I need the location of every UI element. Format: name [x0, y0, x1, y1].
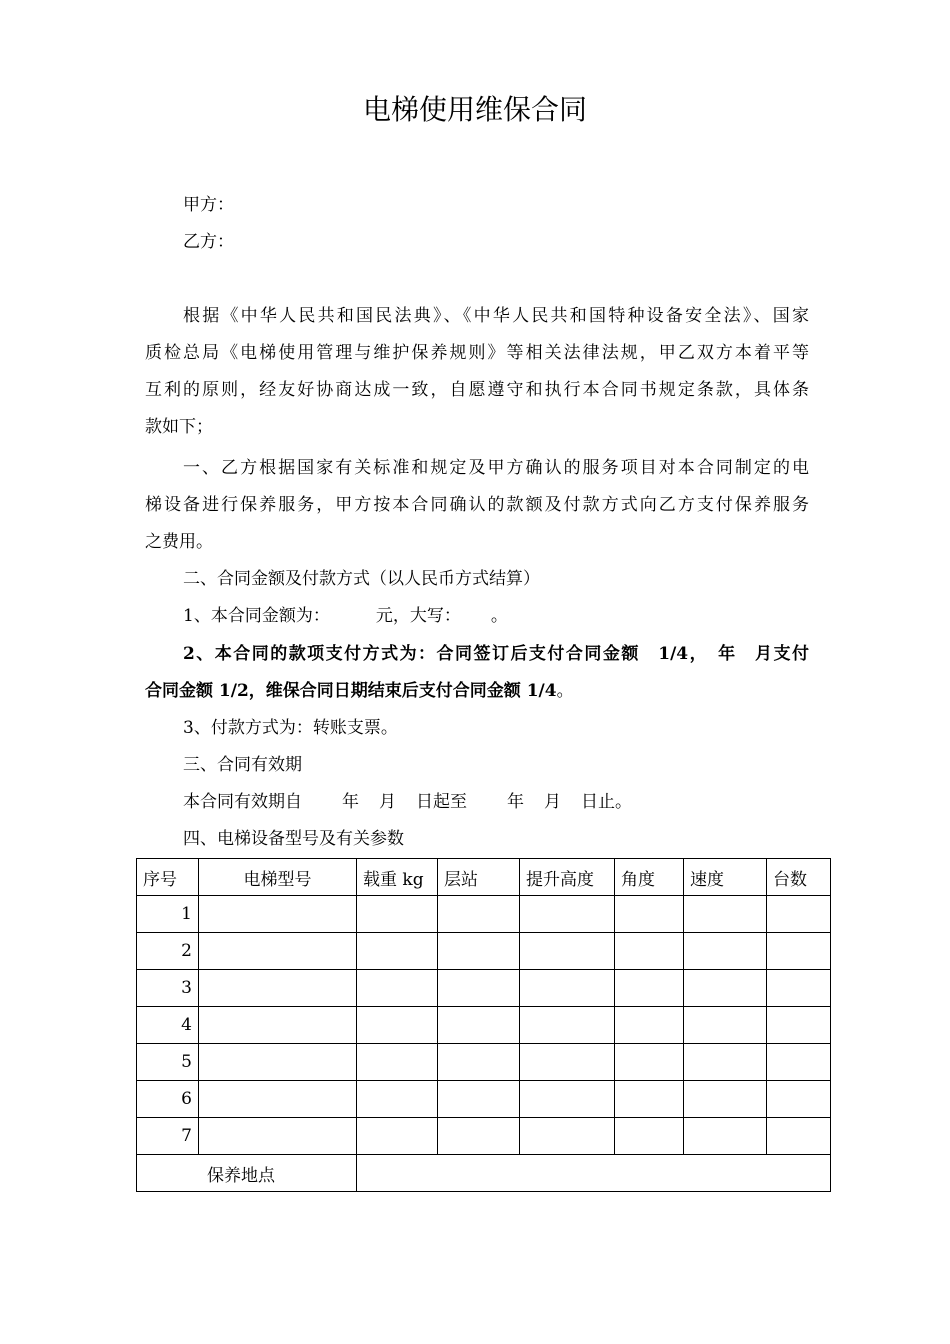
row-number: 6	[137, 1081, 199, 1118]
amount-prefix: 1、本合同金额为：	[183, 606, 330, 626]
table-cell	[357, 970, 438, 1007]
table-row	[137, 896, 831, 933]
table-cell	[520, 933, 615, 970]
payment-terms-line	[145, 673, 809, 710]
table-cell	[520, 970, 615, 1007]
table-cell	[438, 1118, 520, 1155]
table-cell	[199, 1007, 357, 1044]
table-cell	[520, 1007, 615, 1044]
header-cell-angle: 角度	[615, 859, 684, 896]
preamble-line: 根据《中华人民共和国民法典》、《中华人民共和国特种设备安全法》、国家	[183, 306, 809, 326]
table-row	[137, 1118, 831, 1155]
section1-line: 一、乙方根据国家有关标准和规定及甲方确认的服务项目对本合同制定的电	[183, 458, 809, 478]
table-cell	[357, 1081, 438, 1118]
table-cell	[199, 933, 357, 970]
table-cell	[438, 970, 520, 1007]
row-number: 3	[137, 970, 199, 1007]
party-a-label: 甲方：	[183, 195, 234, 215]
table-row	[137, 970, 831, 1007]
location-value-cell	[357, 1155, 831, 1192]
row-number: 1	[137, 896, 199, 933]
validity-end-day: 日止。	[581, 792, 632, 812]
preamble-line: 款如下；	[145, 417, 213, 437]
table-cell	[684, 1044, 767, 1081]
row-number: 7	[137, 1118, 199, 1155]
table-cell	[615, 1118, 684, 1155]
table-cell	[199, 1118, 357, 1155]
row-number: 5	[137, 1044, 199, 1081]
table-cell	[520, 1118, 615, 1155]
amount-line	[183, 598, 809, 635]
table-cell	[357, 933, 438, 970]
validity-month: 月	[544, 792, 561, 812]
table-cell	[520, 1081, 615, 1118]
document-title: 电梯使用维保合同	[362, 93, 587, 126]
preamble-line: 质检总局《电梯使用管理与维护保养规则》等相关法律法规，甲乙双方本着平等	[145, 343, 809, 363]
table-cell	[615, 970, 684, 1007]
payment-terms-line: 2、本合同的款项支付方式为：合同签订后支付合同金额 1/4， 年 月支付	[183, 644, 809, 664]
section3-heading: 三、合同有效期	[183, 755, 302, 775]
table-cell	[438, 1044, 520, 1081]
validity-line	[183, 784, 809, 821]
table-cell	[767, 1044, 831, 1081]
table-row	[137, 1007, 831, 1044]
table-cell	[357, 1007, 438, 1044]
location-label: 保养地点	[137, 1155, 357, 1192]
table-cell	[438, 896, 520, 933]
table-cell	[520, 1044, 615, 1081]
row-number: 4	[137, 1007, 199, 1044]
header-cell-load: 载重 kg	[357, 859, 438, 896]
table-cell	[684, 933, 767, 970]
payment-method: 3、付款方式为：转账支票。	[183, 718, 398, 738]
validity-start-day: 日起至	[416, 792, 467, 812]
table-cell	[357, 1044, 438, 1081]
section4-heading: 四、电梯设备型号及有关参数	[183, 829, 404, 849]
table-row	[137, 1044, 831, 1081]
section2-heading: 二、合同金额及付款方式（以人民币方式结算）	[183, 569, 540, 589]
location-row	[137, 1155, 831, 1192]
table-cell	[684, 896, 767, 933]
payment-terms-end: 。	[556, 681, 574, 701]
table-cell	[767, 1007, 831, 1044]
amount-end: 。	[490, 606, 508, 626]
table-row	[137, 933, 831, 970]
table-cell	[438, 1007, 520, 1044]
table-cell	[357, 1118, 438, 1155]
table-cell	[684, 970, 767, 1007]
section1-line: 之费用。	[145, 532, 213, 552]
elevator-parameters-table	[136, 858, 831, 1192]
validity-prefix: 本合同有效期自	[183, 792, 302, 812]
table-cell	[767, 970, 831, 1007]
header-cell-model: 电梯型号	[199, 859, 357, 896]
table-cell	[615, 1081, 684, 1118]
validity-year: 年	[342, 792, 359, 812]
table-cell	[357, 896, 438, 933]
table-cell	[199, 896, 357, 933]
table-cell	[767, 1118, 831, 1155]
payment-terms-text: 合同金额 1/2，维保合同日期结束后支付合同金额 1/4	[145, 681, 557, 701]
header-cell-count: 台数	[767, 859, 831, 896]
header-cell-speed: 速度	[684, 859, 767, 896]
table-cell	[199, 1081, 357, 1118]
preamble-line: 互利的原则，经友好协商达成一致，自愿遵守和执行本合同书规定条款，具体条	[145, 380, 809, 400]
table-cell	[684, 1081, 767, 1118]
table-cell	[615, 1007, 684, 1044]
table-cell	[767, 896, 831, 933]
validity-year: 年	[507, 792, 524, 812]
table-cell	[520, 896, 615, 933]
validity-month: 月	[379, 792, 396, 812]
table-cell	[684, 1118, 767, 1155]
table-cell	[767, 933, 831, 970]
table-cell	[199, 970, 357, 1007]
table-row	[137, 1081, 831, 1118]
table-cell	[438, 933, 520, 970]
header-cell-floors: 层站	[438, 859, 520, 896]
amount-unit: 元，大写：	[375, 606, 461, 626]
section1-line: 梯设备进行保养服务，甲方按本合同确认的款额及付款方式向乙方支付保养服务	[145, 495, 809, 515]
party-b-label: 乙方：	[183, 232, 234, 252]
table-cell	[767, 1081, 831, 1118]
table-cell	[615, 933, 684, 970]
table-header-row	[137, 859, 831, 896]
table-cell	[615, 1044, 684, 1081]
row-number: 2	[137, 933, 199, 970]
table-cell	[199, 1044, 357, 1081]
header-cell-lift-height: 提升高度	[520, 859, 615, 896]
header-cell-index: 序号	[137, 859, 199, 896]
table-cell	[684, 1007, 767, 1044]
table-cell	[438, 1081, 520, 1118]
table-cell	[615, 896, 684, 933]
